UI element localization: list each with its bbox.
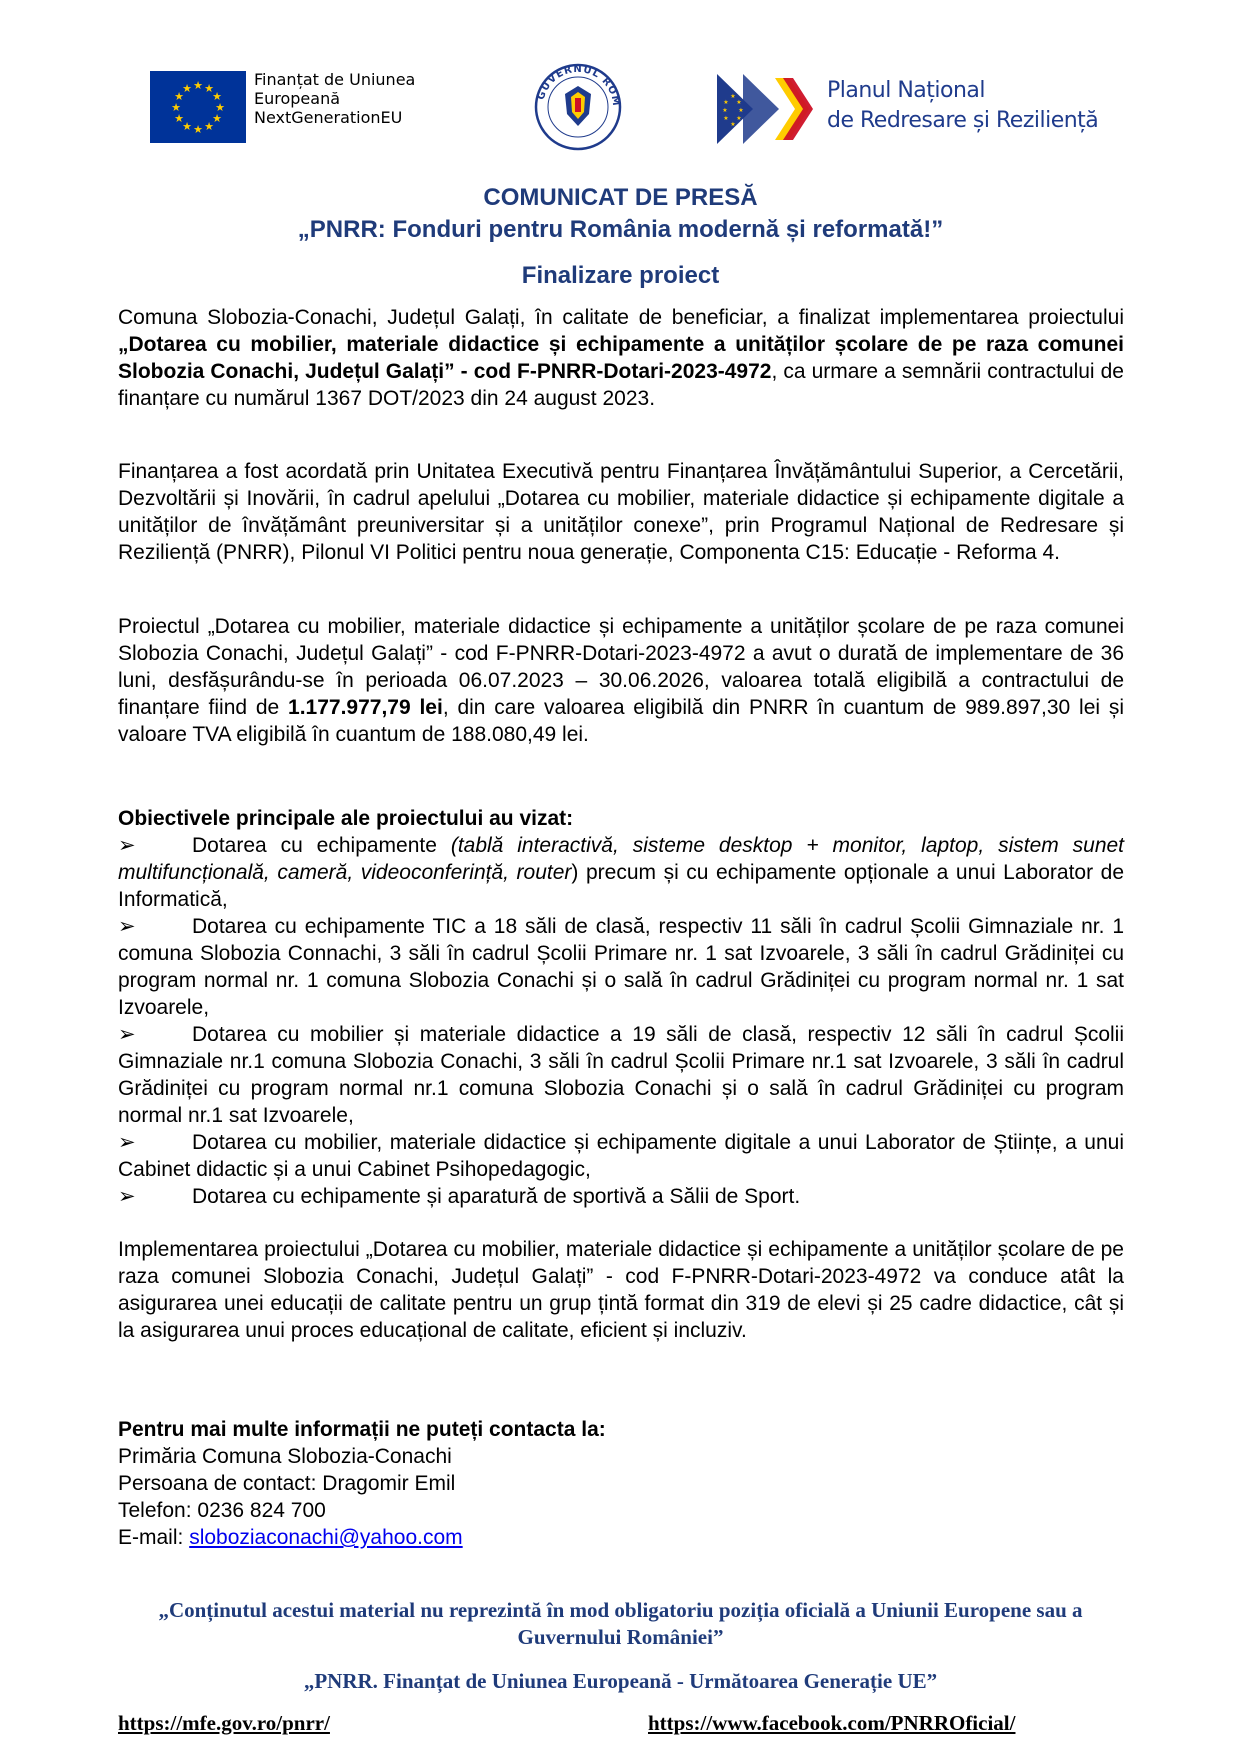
objectives-heading: Obiectivele principale ale proiectului au vizat:	[118, 807, 574, 830]
objective-item	[118, 1021, 1124, 1129]
svg-text:★: ★	[730, 121, 736, 128]
eu-disclaimer: „Conținutul acestui material nu reprezintă în mod obligatoriu poziția oficială a Uniunii Europene sau a Guvernului României”	[158, 1598, 1083, 1649]
contact-organization: Primăria Comuna Slobozia-Conachi	[118, 1445, 452, 1468]
project-name-bold: „Dotarea cu mobilier, materiale didactice și echipamente a unităților școlare de pe raza comunei Slobozia Conachi, Județul Galați” - cod F-PNRR-Dotari-2023-4972	[118, 333, 1124, 383]
facebook-pnrr-link[interactable]: https://www.facebook.com/PNRROficial/	[648, 1711, 1016, 1735]
press-release-title: COMUNICAT DE PRESĂ	[483, 184, 758, 211]
pnrr-logo-line1: Planul Național	[827, 78, 986, 103]
government-seal-icon	[533, 62, 623, 152]
romanian-government-seal	[533, 62, 623, 152]
contact-phone: Telefon: 0236 824 700	[118, 1499, 326, 1522]
contact-email-row	[118, 1524, 606, 1551]
svg-text:★: ★	[730, 93, 736, 100]
email-link[interactable]: sloboziaconachi@yahoo.com	[189, 1526, 463, 1549]
project-details-paragraph	[118, 613, 1124, 748]
contact-section	[118, 1416, 606, 1551]
pnrr-logo	[717, 74, 1137, 146]
eu-flag-icon	[150, 71, 246, 143]
implementation-paragraph	[118, 1236, 1124, 1344]
email-label: E-mail:	[118, 1526, 190, 1549]
svg-text:★: ★	[736, 115, 742, 122]
financing-paragraph	[118, 458, 1124, 566]
implementation-text: Implementarea proiectului „Dotarea cu mobilier, materiale didactice și echipamente a unităților școlare de pe raza comunei Slobozia Conachi, Județul Galați” - cod F-PNRR-Dotari-2023-4972 va conduce atât la asigurarea unei educații de calitate pentru un grup țintă format din 319 de elevi și 25 cadre didactice, cât și la asigurarea unui proces educațional de calitate, eficient și incluziv.	[118, 1238, 1124, 1342]
pnrr-logo-line2: de Redresare și Reziliență	[827, 108, 1099, 133]
eu-logo-line3: NextGenerationEU	[254, 108, 403, 127]
objective-italic-text: (tablă interactivă, sisteme desktop + monitor, laptop, sistem sunet multifuncțională, cameră, videoconferință, router	[118, 834, 1125, 884]
objective-item	[118, 832, 1124, 913]
svg-text:★: ★	[736, 99, 742, 106]
svg-text:★: ★	[182, 120, 192, 133]
contact-heading: Pentru mai multe informații ne puteți contacta la:	[118, 1418, 606, 1441]
eu-funding-logo	[150, 64, 440, 152]
objective-text: ) precum și cu echipamente opționale a unui Laborator de Informatică,	[118, 861, 1124, 911]
eu-logo-line1: Finanțat de	[254, 70, 345, 89]
svg-text:★: ★	[204, 120, 214, 133]
pnrr-emblem-icon	[717, 74, 817, 144]
amount-breakdown-text: , din care valoarea eligibilă din PNRR în cuantum de 989.897,30 lei și valoare TVA eligibilă în cuantum de 188.080,49 lei.	[118, 696, 1125, 746]
seal-arc-text: GUVERNUL ROM	[535, 63, 622, 108]
arrow-bullet-icon: ➢	[118, 1131, 136, 1154]
intro-text: Comuna Slobozia-Conachi, Județul Galați, în calitate de beneficiar, a finalizat implementarea proiectului	[118, 306, 1124, 329]
details-text: Proiectul „Dotarea cu mobilier, materiale didactice și echipamente a unităților școlare de pe raza comunei Slobozia Conachi, Județul Galați” - cod F-PNRR-Dotari-2023-4972 a avut o durată de implementare de 36 luni, desfășurându-se în perioada 06.07.2023 – 30.06.2026, valoarea totală eligibilă a contractului de finanțare fiind de	[118, 615, 1124, 719]
arrow-bullet-icon: ➢	[118, 834, 136, 857]
svg-text:★: ★	[212, 112, 222, 125]
arrow-bullet-icon: ➢	[118, 1185, 136, 1208]
objective-text: Dotarea cu echipamente și aparatură de sportivă a Sălii de Sport.	[192, 1185, 801, 1208]
contact-person: Persoana de contact: Dragomir Emil	[118, 1472, 456, 1495]
svg-text:★: ★	[738, 107, 744, 114]
svg-text:★: ★	[174, 90, 184, 103]
footer-slogan: „PNRR. Finanțat de Uniunea Europeană - Următoarea Generație UE”	[303, 1669, 938, 1693]
objective-text: Dotarea cu echipamente	[192, 834, 451, 857]
svg-text:★: ★	[723, 115, 729, 122]
svg-text:★: ★	[182, 82, 192, 95]
press-release-slogan: „PNRR: Fonduri pentru România modernă și reformată!”	[297, 216, 944, 243]
objective-text: Dotarea cu mobilier, materiale didactice și echipamente digitale a unui Laborator de Științe, a unui Cabinet didactic și a unui Cabinet Psihopedagogic,	[118, 1131, 1124, 1181]
objective-item	[118, 1183, 1124, 1210]
financing-text: Finanțarea a fost acordată prin Unitatea Executivă pentru Finanțarea Învățământului Superior, a Cercetării, Dezvoltării și Inovării, în cadrul apelului „Dotarea cu mobilier, materiale didactice și echipamente digitale a unităților de învățământ preuniversitar și a unităților conexe”, prin Programul Național de Redresare și Reziliență (PNRR), Pilonul VI Politici pentru noua generație, Componenta C15: Educație - Reforma 4.	[118, 460, 1124, 564]
svg-text:★: ★	[204, 82, 214, 95]
svg-text:★: ★	[171, 101, 181, 114]
svg-text:★: ★	[722, 107, 728, 114]
objective-text: Dotarea cu echipamente TIC a 18 săli de clasă, respectiv 11 săli în cadrul Școlii Gimnaziale nr. 1 comuna Slobozia Connachi, 3 săli în cadrul Școlii Primare nr. 1 sat Izvoarele, 3 săli în cadrul Grădiniței cu program normal nr. 1 comuna Slobozia Conachi și o sală în cadrul Grădiniței cu program normal nr. 1 sat Izvoarele,	[118, 915, 1124, 1019]
project-status-title: Finalizare proiect	[521, 262, 720, 289]
svg-text:★: ★	[723, 99, 729, 106]
svg-text:★: ★	[193, 79, 203, 92]
mfe-pnrr-link[interactable]: https://mfe.gov.ro/pnrr/	[118, 1711, 330, 1735]
objective-item	[118, 1129, 1124, 1183]
svg-text:★: ★	[174, 112, 184, 125]
objective-text: Dotarea cu mobilier și materiale didactice a 19 săli de clasă, respectiv 12 săli în cadrul Școlii Gimnaziale nr.1 comuna Slobozia Conachi, 3 săli în cadrul Școlii Primare nr.1 sat Izvoarele, 3 săli în cadrul Grădiniței cu program normal nr.1 comuna Slobozia Conachi și o sală în cadrul Grădiniței cu program normal nr.1 sat Izvoarele,	[118, 1023, 1124, 1127]
arrow-bullet-icon: ➢	[118, 1023, 136, 1046]
contract-text: , ca urmare a semnării contractului de finanțare cu numărul 1367 DOT/2023 din 24 august 2023.	[118, 360, 1124, 410]
intro-paragraph	[118, 304, 1124, 412]
svg-text:★: ★	[215, 101, 225, 114]
objective-item	[118, 913, 1124, 1021]
objectives-section	[118, 805, 1124, 1210]
eu-logo-line2: Uniunea Europeană	[254, 70, 416, 108]
svg-text:★: ★	[193, 123, 203, 136]
total-amount: 1.177.977,79 lei	[288, 696, 443, 719]
svg-text:★: ★	[212, 90, 222, 103]
arrow-bullet-icon: ➢	[118, 915, 136, 938]
